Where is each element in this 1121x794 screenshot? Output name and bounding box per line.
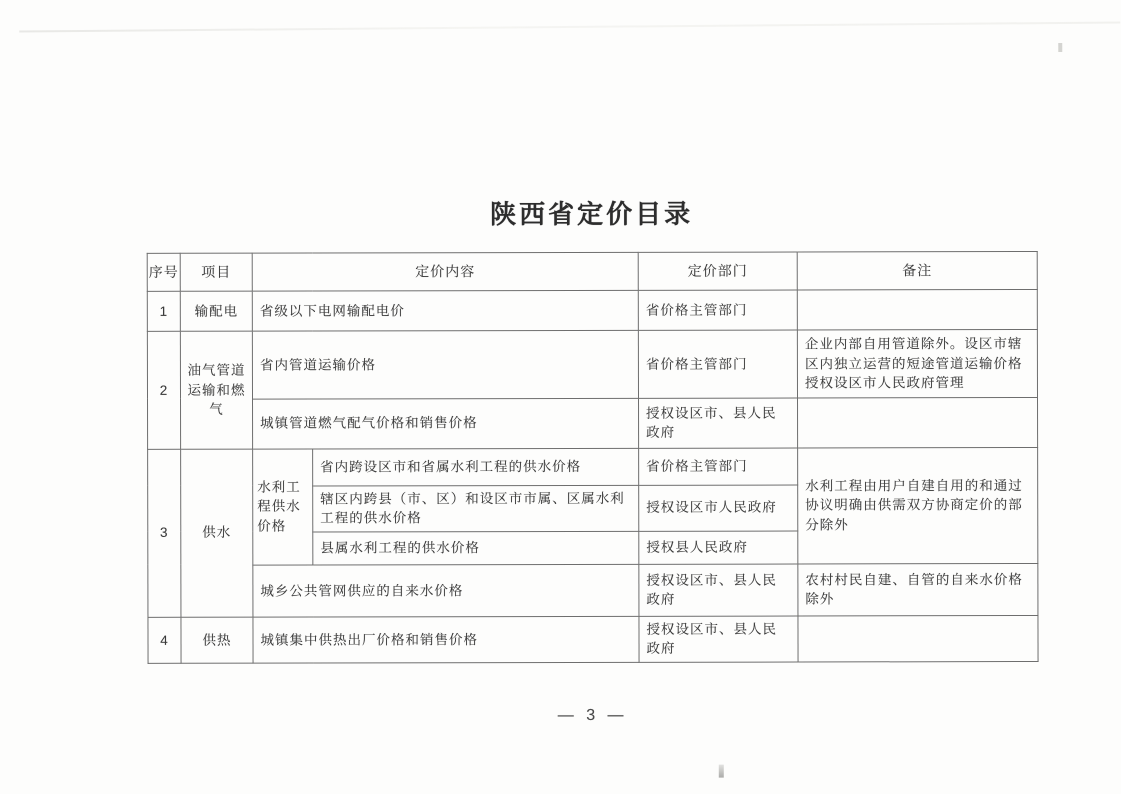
row3a-content: 省内跨设区市和省属水利工程的供水价格 bbox=[313, 448, 639, 486]
row2-no: 2 bbox=[147, 331, 180, 449]
row3d-remark: 农村村民自建、自管的自来水价格除外 bbox=[798, 563, 1038, 616]
row3-item: 供水 bbox=[181, 449, 253, 617]
row3d-content: 城乡公共管网供应的自来水价格 bbox=[253, 564, 639, 617]
scan-artifact-speck bbox=[1058, 43, 1062, 52]
row1-content: 省级以下电网输配电价 bbox=[252, 290, 638, 331]
row2b-remark bbox=[798, 397, 1038, 448]
row3-no: 3 bbox=[148, 449, 181, 617]
row3b-content: 辖区内跨县（市、区）和设区市市属、区属水利工程的供水价格 bbox=[313, 485, 639, 532]
row2b-content: 城镇管道燃气配气价格和销售价格 bbox=[253, 398, 639, 449]
table-row bbox=[148, 397, 1038, 449]
row3c-department: 授权县人民政府 bbox=[639, 531, 798, 564]
row1-department: 省价格主管部门 bbox=[638, 290, 797, 330]
header-content: 定价内容 bbox=[252, 252, 638, 291]
row2a-remark: 企业内部自用管道除外。设区市辖区内独立运营的短途管道运输价格授权设区市人民政府管理 bbox=[797, 330, 1037, 398]
scan-artifact-speck bbox=[719, 765, 724, 778]
row4-no: 4 bbox=[148, 617, 181, 663]
table-header-row bbox=[147, 252, 1037, 292]
row3b-department: 授权设区市人民政府 bbox=[639, 485, 798, 531]
row3d-department: 授权设区市、县人民政府 bbox=[639, 564, 798, 616]
row3-group-label: 水利工程供水价格 bbox=[253, 449, 313, 565]
row3c-content: 县属水利工程的供水价格 bbox=[313, 531, 639, 565]
row2-item: 油气管道运输和燃气 bbox=[180, 331, 252, 449]
header-no: 序号 bbox=[147, 253, 180, 291]
row2b-department: 授权设区市、县人民政府 bbox=[639, 398, 798, 448]
row1-no: 1 bbox=[147, 291, 180, 331]
row3a-department: 省价格主管部门 bbox=[639, 448, 798, 485]
table-row bbox=[148, 563, 1038, 617]
page-number: — 3 — bbox=[557, 706, 628, 725]
row2a-content: 省内管道运输价格 bbox=[252, 330, 638, 398]
row1-item: 输配电 bbox=[180, 291, 252, 331]
header-department: 定价部门 bbox=[638, 252, 797, 290]
header-item: 项目 bbox=[180, 253, 252, 291]
page-title: 陕西省定价目录 bbox=[490, 198, 694, 230]
row1-remark bbox=[797, 290, 1037, 331]
pricing-catalog-table bbox=[147, 251, 1039, 664]
row2a-department: 省价格主管部门 bbox=[638, 330, 797, 398]
scan-artifact-line bbox=[19, 21, 1120, 32]
table-row bbox=[148, 447, 1038, 486]
row4-content: 城镇集中供热出厂价格和销售价格 bbox=[253, 616, 639, 663]
table-row bbox=[148, 615, 1038, 663]
table-row bbox=[147, 290, 1037, 332]
row4-remark bbox=[798, 615, 1038, 662]
row4-item: 供热 bbox=[181, 617, 253, 663]
row3-group-remark: 水利工程由用户自建自用的和通过协议明确由供需双方协商定价的部分除外 bbox=[798, 447, 1038, 564]
table-row bbox=[147, 330, 1037, 400]
row4-department: 授权设区市、县人民政府 bbox=[639, 616, 798, 662]
header-remark: 备注 bbox=[797, 252, 1037, 291]
